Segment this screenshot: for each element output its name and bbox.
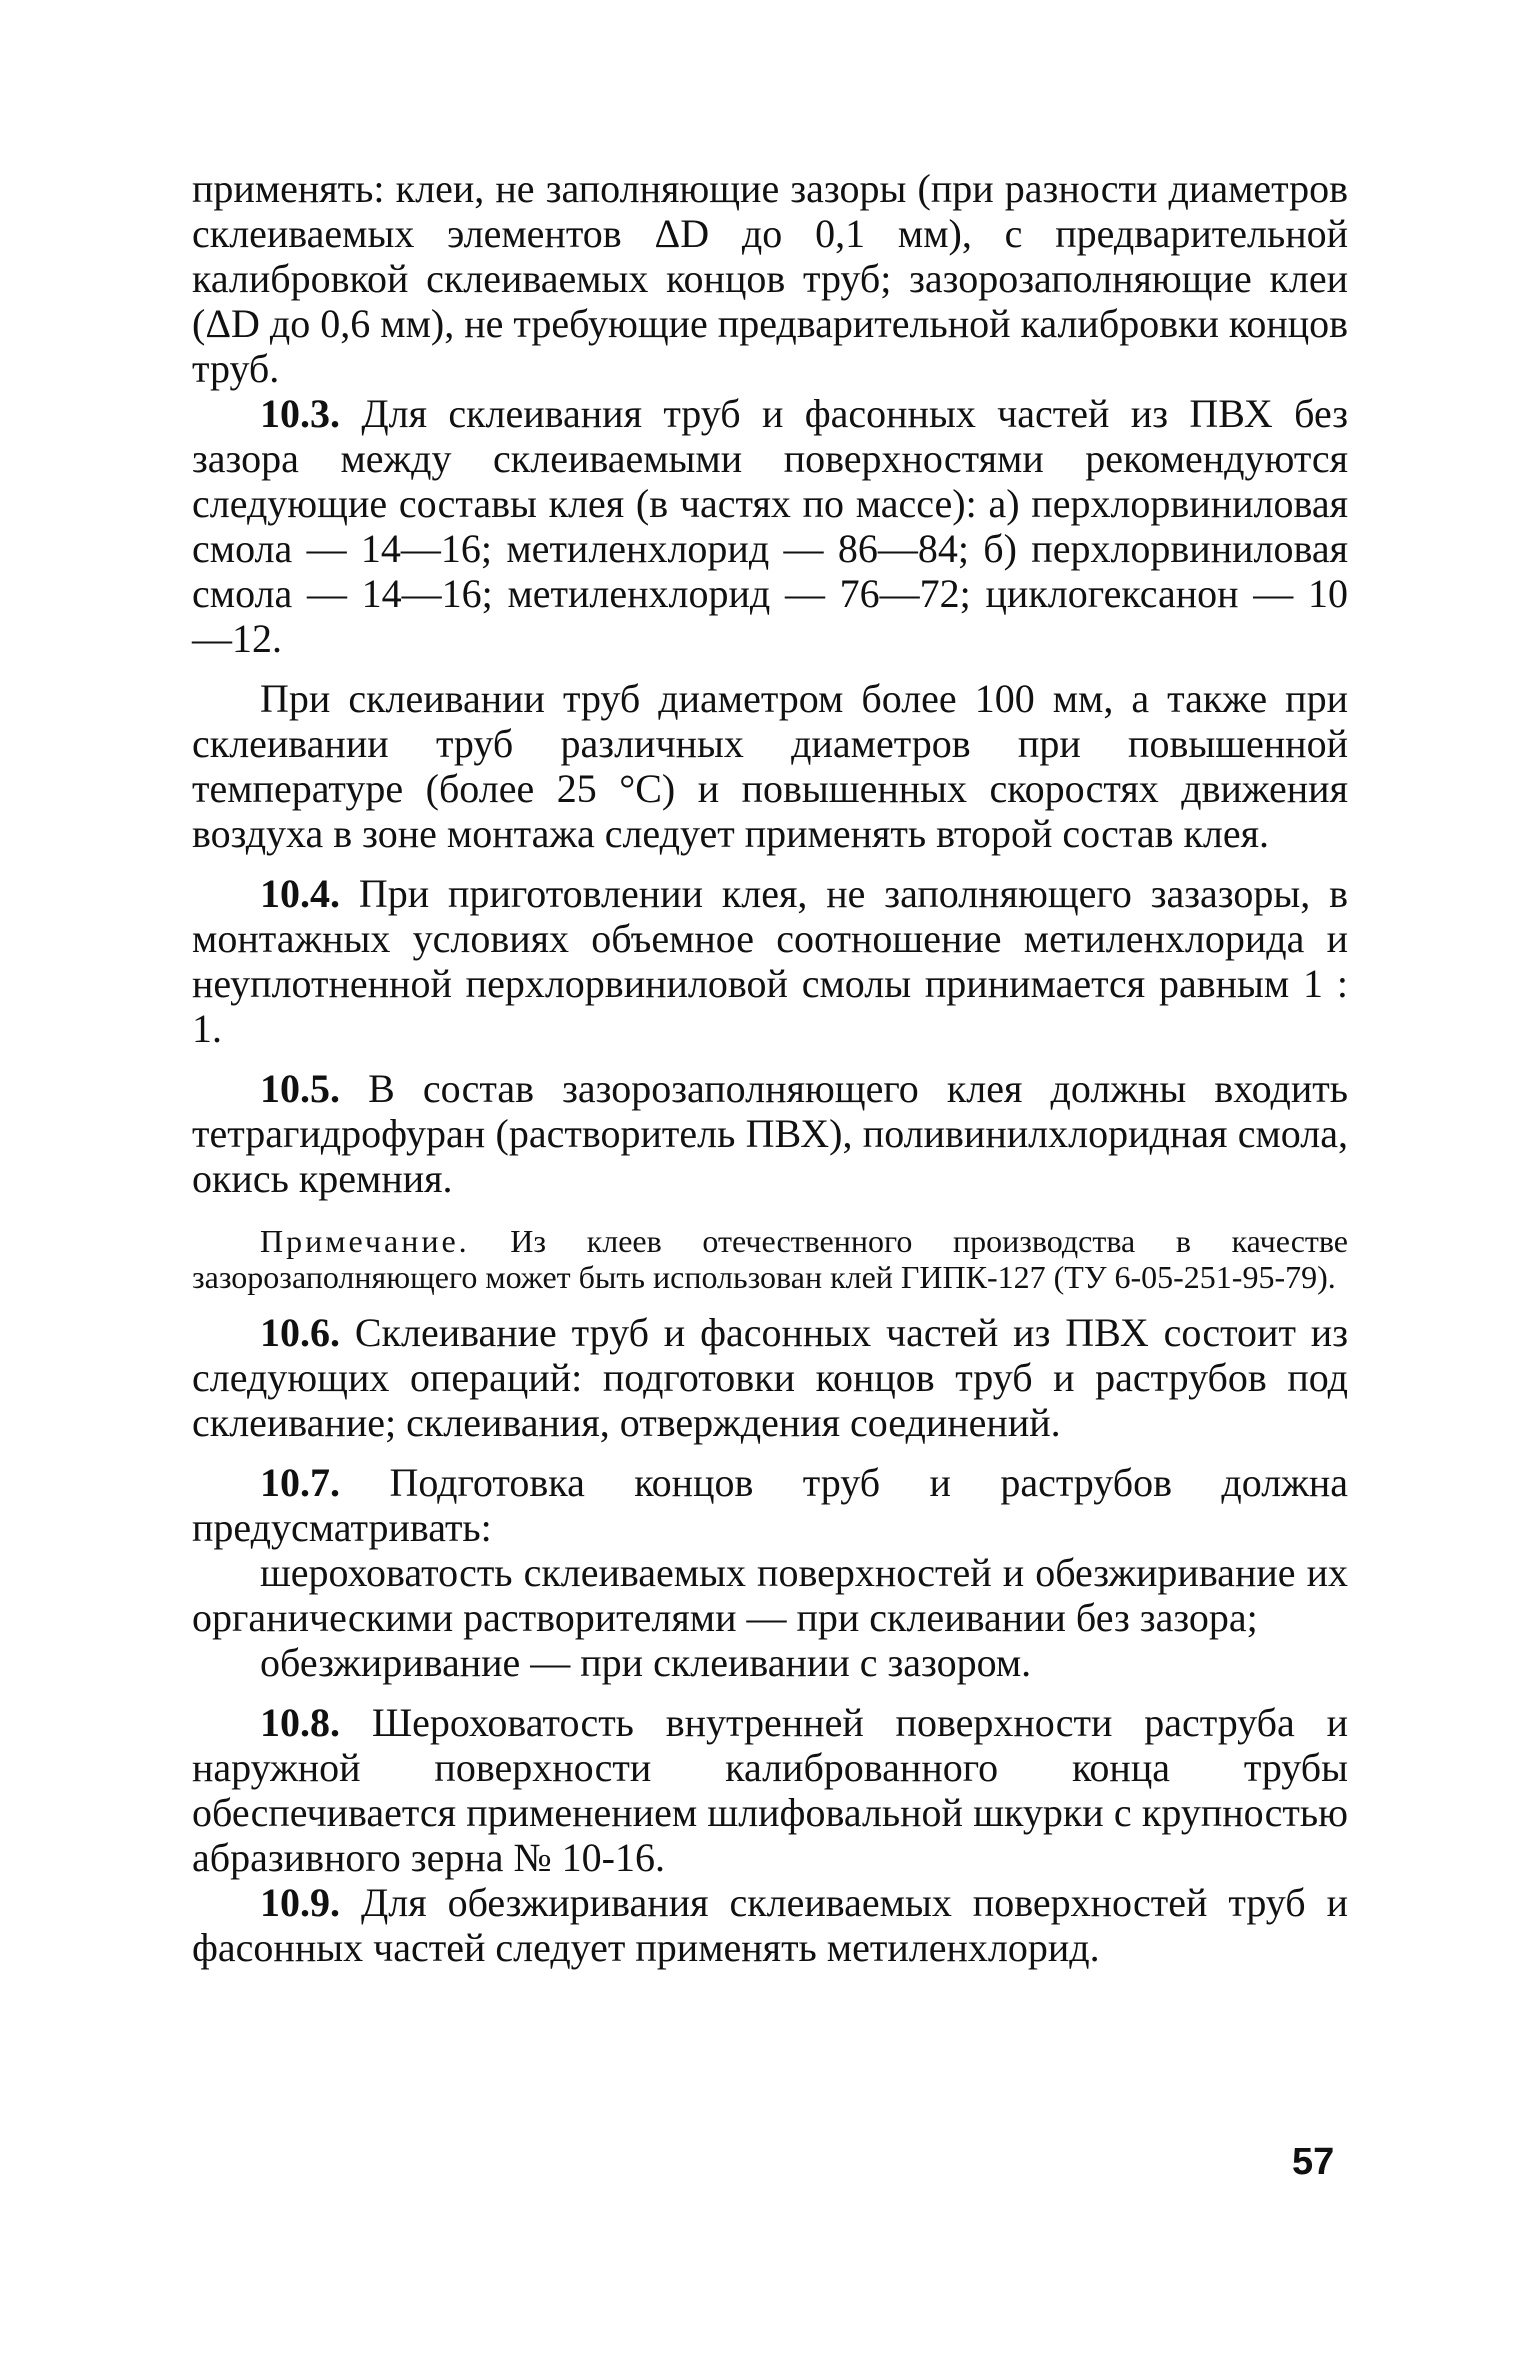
clause-10-4 <box>192 871 1348 1051</box>
clause-text: Подготовка концов труб и раструбов должна предусматривать: <box>192 1460 1349 1550</box>
clause-number: 10.4. <box>260 871 340 916</box>
clause-text: Для склеивания труб и фасонных частей из ПВХ без зазора между склеиваемыми поверхностями рекомендуются следующие составы клея (в частях по массе): а) перхлорвиниловая смола — 14—16; метиленхлорид — 86—84; б) перхлорвиниловая смола — 14—16; метиленхлорид — 76—72; циклогексанон — 10—12. <box>192 391 1349 661</box>
clause-number: 10.9. <box>260 1880 340 1925</box>
clause-10-3-continuation: При склеивании труб диаметром более 100 мм, а также при склеивании труб различных диаметров при повышенной температуре (более 25 °С) и повышенных скоростях движения воздуха в зоне монтажа следует применять второй состав клея. <box>192 676 1348 856</box>
clause-text: Шероховатость внутренней поверхности раструба и наружной поверхности калиброванного конца трубы обеспечивается применением шлифовальной шкурки с крупностью абразивного зерна № 10-16. <box>192 1700 1348 1880</box>
clause-number: 10.3. <box>260 391 340 436</box>
clause-10-7 <box>192 1460 1348 1550</box>
clause-number: 10.7. <box>260 1460 340 1505</box>
clause-10-9 <box>192 1880 1348 1970</box>
clause-text: В состав зазорозаполняющего клея должны входить тетрагидрофуран (растворитель ПВХ), поливинилхлоридная смола, окись кремния. <box>192 1066 1349 1201</box>
clause-10-5 <box>192 1066 1348 1201</box>
clause-number: 10.6. <box>260 1310 340 1355</box>
intro-paragraph: применять: клеи, не заполняющие зазоры (при разности диаметров склеиваемых элементов ΔD до 0,1 мм), с предварительной калибровкой склеиваемых концов труб; зазорозаполняющие клеи (ΔD до 0,6 мм), не требующие предварительной калибровки концов труб. <box>192 166 1349 391</box>
clause-10-7-item-1: шероховатость склеиваемых поверхностей и обезжиривание их органическими растворителями — при склеивании без зазора; <box>192 1550 1348 1640</box>
clause-text: Склеивание труб и фасонных частей из ПВХ состоит из следующих операций: подготовки концов труб и раструбов под склеивание; склеивания, отверждения соединений. <box>192 1310 1348 1445</box>
page-number: 57 <box>1292 2141 1335 2183</box>
page-body <box>192 166 1348 1970</box>
clause-10-3 <box>192 391 1348 661</box>
note-label: Примечание. <box>260 1223 470 1259</box>
clause-number: 10.8. <box>260 1700 340 1745</box>
clause-10-6 <box>192 1310 1348 1445</box>
clause-number: 10.5. <box>260 1066 340 1111</box>
note-paragraph <box>192 1223 1348 1295</box>
clause-10-8 <box>192 1700 1348 1880</box>
clause-text: При приготовлении клея, не заполняющего зазазоры, в монтажных условиях объемное соотношение метиленхлорида и неуплотненной перхлорвиниловой смолы принимается равным 1 : 1. <box>192 871 1348 1051</box>
note-text: Из клеев отечественного производства в качестве зазорозаполняющего может быть использован клей ГИПК-127 (ТУ 6-05-251-95-79). <box>192 1223 1349 1295</box>
clause-text: Для обезжиривания склеиваемых поверхностей труб и фасонных частей следует применять метиленхлорид. <box>192 1880 1348 1970</box>
clause-10-7-item-2: обезжиривание — при склеивании с зазором. <box>260 1640 1032 1685</box>
